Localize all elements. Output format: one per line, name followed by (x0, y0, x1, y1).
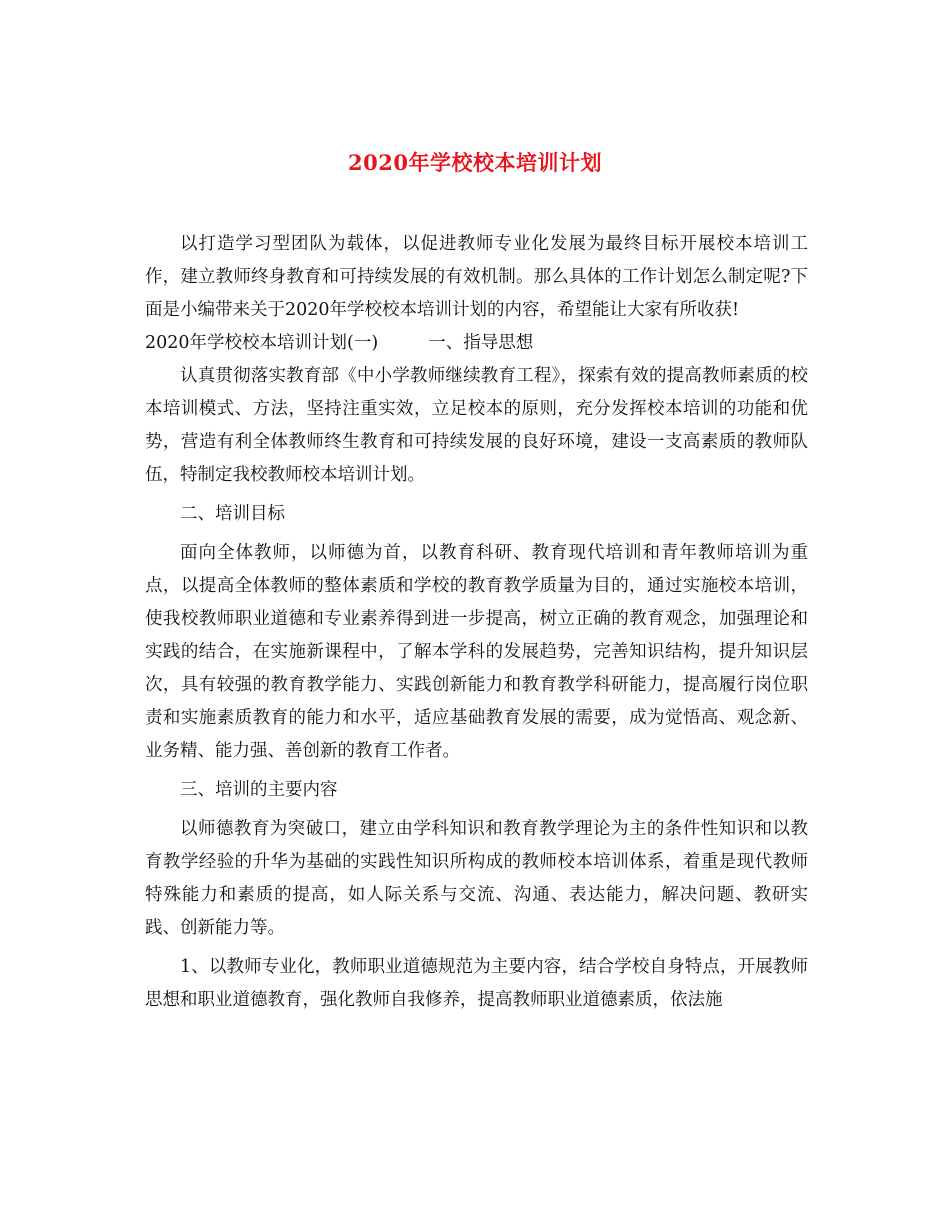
document-title: 2020年学校校本培训计划 (348, 150, 602, 175)
document-body (145, 228, 808, 1017)
plan-heading-line (145, 327, 808, 360)
intro-paragraph: 以打造学习型团队为载体，以促进教师专业化发展为最终目标开展校本培训工作，建立教师终身教育和可持续发展的有效机制。那么具体的工作计划怎么制定呢?下面是小编带来关于2020年学校校本培训计划的内容，希望能让大家有所收获! (145, 234, 808, 320)
plan-heading: 2020年学校校本培训计划(一) (145, 333, 379, 353)
section1-heading: 一、指导思想 (428, 333, 534, 353)
section1-paragraph: 认真贯彻落实教育部《中小学教师继续教育工程》，探索有效的提高教师素质的校本培训模式、方法，坚持注重实效，立足校本的原则，充分发挥校本培训的功能和优势，营造有利全体教师终生教育和可持续发展的良好环境，建设一支高素质的教师队伍，特制定我校教师校本培训计划。 (145, 366, 808, 485)
item1-paragraph: 1、以教师专业化，教师职业道德规范为主要内容，结合学校自身特点，开展教师思想和职业道德教育，强化教师自我修养，提高教师职业道德素质，依法施 (145, 957, 808, 1010)
section2-paragraph: 面向全体教师，以师德为首，以教育科研、教育现代培训和青年教师培训为重点，以提高全体教师的整体素质和学校的教育教学质量为目的，通过实施校本培训，使我校教师职业道德和专业素养得到进一步提高，树立正确的教育观念，加强理论和实践的结合，在实施新课程中，了解本学科的发展趋势，完善知识结构，提升知识层次，具有较强的教育教学能力、实践创新能力和教育教学科研能力，提高履行岗位职责和实施素质教育的能力和水平，适应基础教育发展的需要，成为觉悟高、观念新、业务精、能力强、善创新的教育工作者。 (145, 543, 808, 761)
section3-heading: 三、培训的主要内容 (180, 780, 338, 800)
section2-heading: 二、培训目标 (180, 504, 285, 524)
section3-paragraph: 以师德教育为突破口，建立由学科知识和教育教学理论为主的条件性知识和以教育教学经验的升华为基础的实践性知识所构成的教师校本培训体系，着重是现代教师特殊能力和素质的提高，如人际关系与交流、沟通、表达能力，解决问题、教研实践、创新能力等。 (145, 819, 808, 938)
